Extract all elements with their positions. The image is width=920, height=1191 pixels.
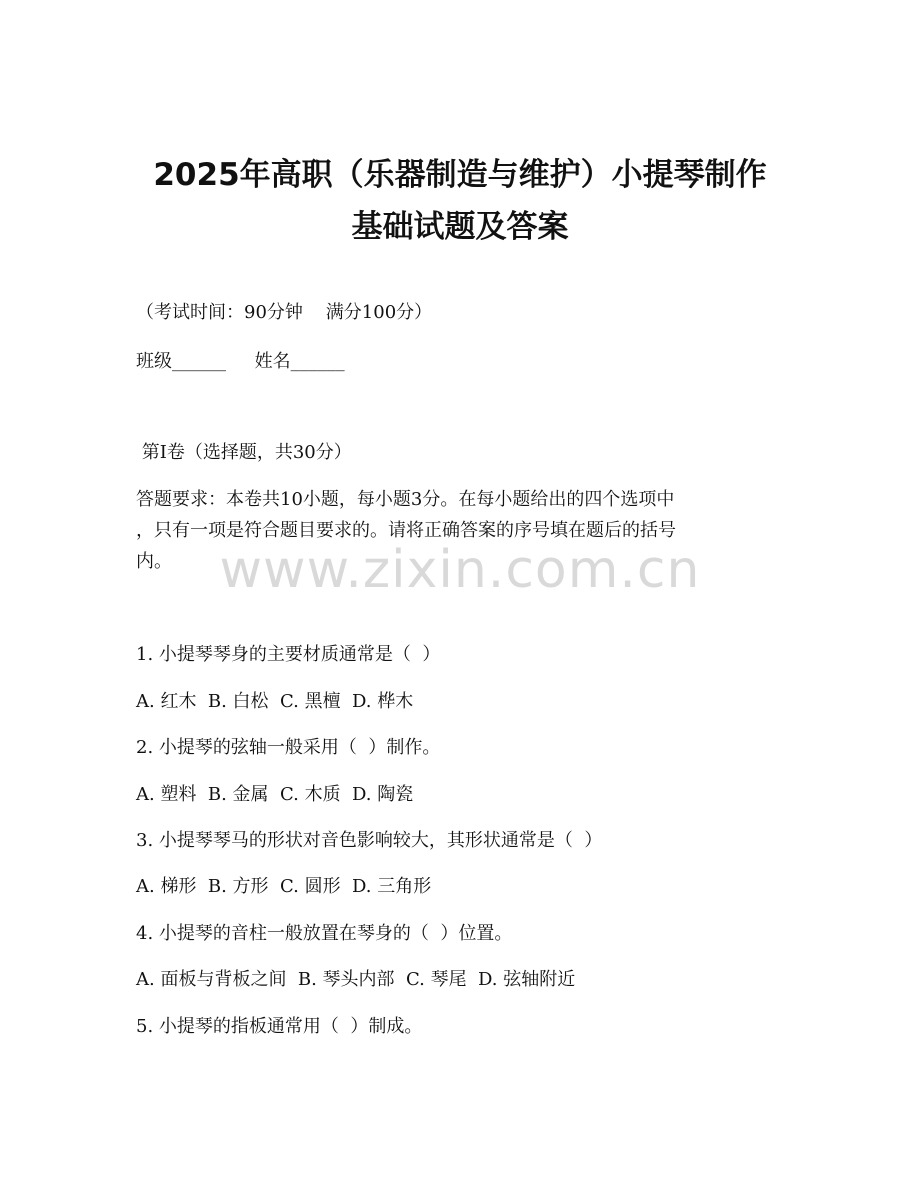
section-title: 第I卷（选择题，共30分） (136, 442, 352, 463)
watermark: www.zixin.com.cn (219, 540, 701, 600)
question-stem: 4. 小提琴的音柱一般放置在琴身的（ ）位置。 (136, 923, 513, 944)
question-options: A. 面板与背板之间 B. 琴头内部 C. 琴尾 D. 弦轴附近 (136, 969, 576, 990)
document-title-line-1: 2025年高职（乐器制造与维护）小提琴制作 (153, 157, 767, 193)
question-options: A. 梯形 B. 方形 C. 圆形 D. 三角形 (136, 876, 432, 897)
question-stem: 5. 小提琴的指板通常用（ ）制成。 (136, 1016, 423, 1037)
class-name-line: 班级______ 姓名______ (136, 351, 345, 372)
document-title-line-2: 基础试题及答案 (351, 209, 569, 245)
question-options: A. 塑料 B. 金属 C. 木质 D. 陶瓷 (136, 784, 414, 805)
instructions-line-1: 答题要求：本卷共10小题，每小题3分。在每小题给出的四个选项中 (136, 489, 675, 510)
instructions-line-2: ，只有一项是符合题目要求的。请将正确答案的序号填在题后的括号 (136, 520, 676, 541)
exam-info: （考试时间：90分钟 满分100分） (136, 302, 433, 323)
question-options: A. 红木 B. 白松 C. 黑檀 D. 桦木 (136, 691, 414, 712)
question-stem: 2. 小提琴的弦轴一般采用（ ）制作。 (136, 737, 441, 758)
instructions-line-3: 内。 (136, 551, 172, 572)
question-stem: 1. 小提琴琴身的主要材质通常是（ ） (136, 644, 441, 665)
question-stem: 3. 小提琴琴马的形状对音色影响较大，其形状通常是（ ） (136, 830, 603, 851)
